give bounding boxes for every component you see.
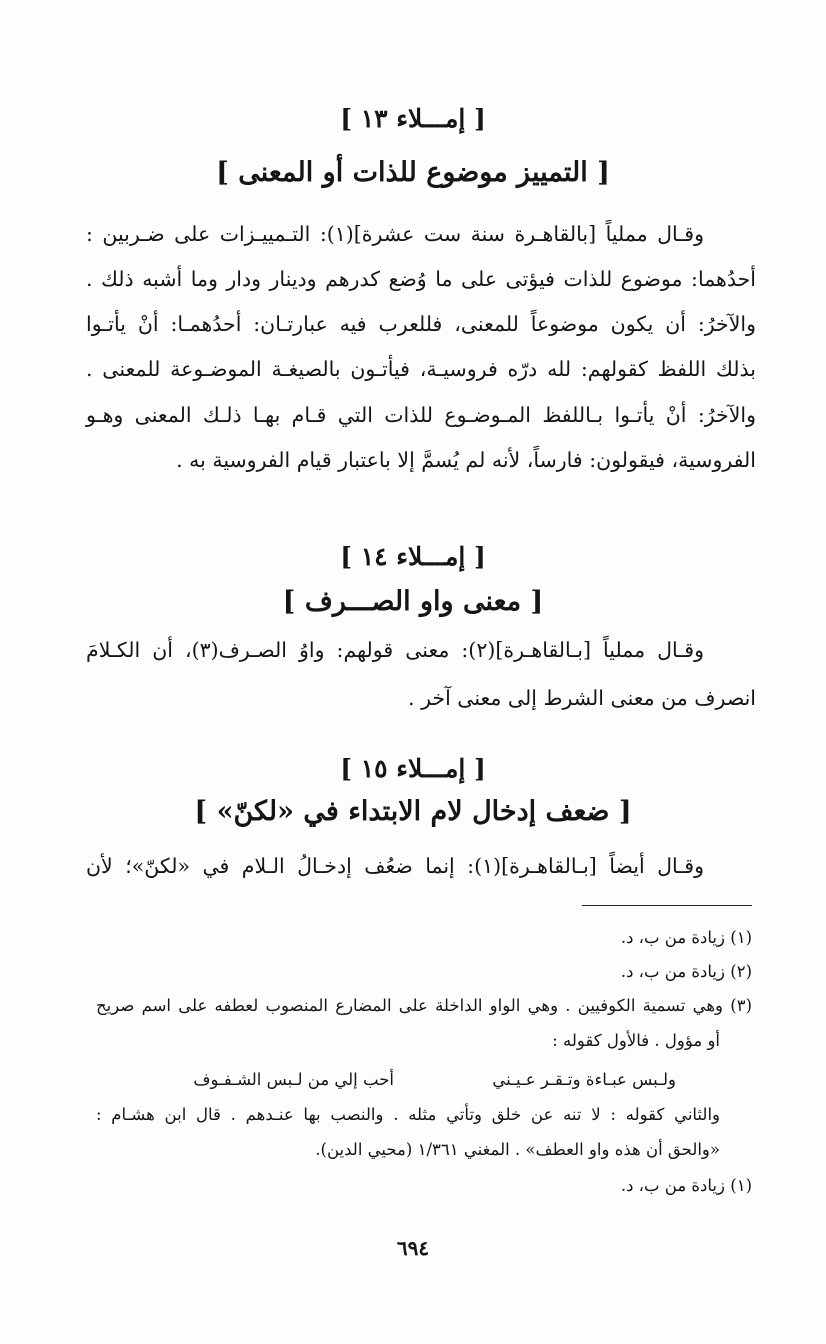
section-15-heading: [ إمـــلاء ١٥ ] [340, 754, 486, 783]
footnote-3-line-1: (٣) وهي تسمية الكوفيين . وهي الواو الداخلة على المضارع المنصوب لعطفه على اسم صريح [96, 996, 752, 1015]
section-13-line-1: وقـال مملياً [بالقاهـرة سنة ست عشرة](١): التـمييـزات على ضـربين : [86, 222, 704, 246]
section-14-line-2: انصرف من معنى الشرط إلى معنى آخر . [408, 686, 756, 710]
section-13-line-4: بذلك اللفظ كقولهم: لله درّه فروسيـة، فيأتـون بالصيغـة الموضـوعة للمعنى . [86, 357, 756, 381]
footnote-2: (٢) زيادة من ب، د. [620, 962, 752, 981]
section-15-subtitle: [ ضعف إدخال لام الابتداء في «لكنّ» ] [194, 796, 632, 827]
section-14-heading: [ إمـــلاء ١٤ ] [340, 542, 486, 571]
footnote-3-line-2: أو مؤول . فالأول كقوله : [552, 1031, 720, 1050]
section-13-line-6: الفروسية، فيقولون: فارساً، لأنه لم يُسمَّ إلا باعتبار قيام الفروسية به . [176, 448, 756, 472]
section-13-line-5: والآخرُ: أنْ يأتـوا بـاللفظ المـوضـوع للذات التي قـام بهـا ذلـك المعنى وهـو [86, 403, 756, 427]
section-13-line-2: أحدُهما: موضوع للذات فيؤتى على ما وُضع كدرهم ودينار ودار وما أشبه ذلك . [86, 267, 756, 291]
footnote-3-line-4: «والحق أن هذه واو العطف» . المغني ١/٣٦١ (محيي الدين). [315, 1140, 720, 1159]
section-14-line-1: وقـال مملياً [بـالقاهـرة](٢): معنى قولهم: واوُ الصـرف(٣)، أن الكـلامَ [86, 638, 704, 662]
footnote-3-line-3: والثاني كقوله : لا تنه عن خلق وتأتي مثله . والنصب بها عنـدهم . قال ابن هشـام : [96, 1105, 720, 1124]
footnote-1: (١) زيادة من ب، د. [620, 928, 752, 947]
footnote-4: (١) زيادة من ب، د. [620, 1176, 752, 1195]
verse-first-hemistich: ولـبس عبـاءة وتـقـر عـيـني [492, 1070, 676, 1089]
section-14-subtitle: [ معنى واو الصـــرف ] [282, 586, 544, 617]
section-15-line-1: وقـال أيضاً [بـالقاهـرة](١): إنما ضعُف إدخـالُ الـلام في «لكنّ»؛ لأن [86, 854, 704, 878]
section-13-heading: [ إمـــلاء ١٣ ] [340, 104, 486, 133]
section-13-line-3: والآخرُ: أن يكون موضوعاً للمعنى، فللعرب فيه عبارتـان: أحدُهمـا: أنْ يأتـوا [86, 312, 756, 336]
page-number: ٦٩٤ [396, 1236, 430, 1260]
section-13-subtitle: [ التمييز موضوع للذات أو المعنى ] [216, 157, 610, 188]
footnote-separator [582, 905, 752, 906]
verse-second-hemistich: أحب إلي من لـبس الشـفـوف [193, 1070, 394, 1089]
